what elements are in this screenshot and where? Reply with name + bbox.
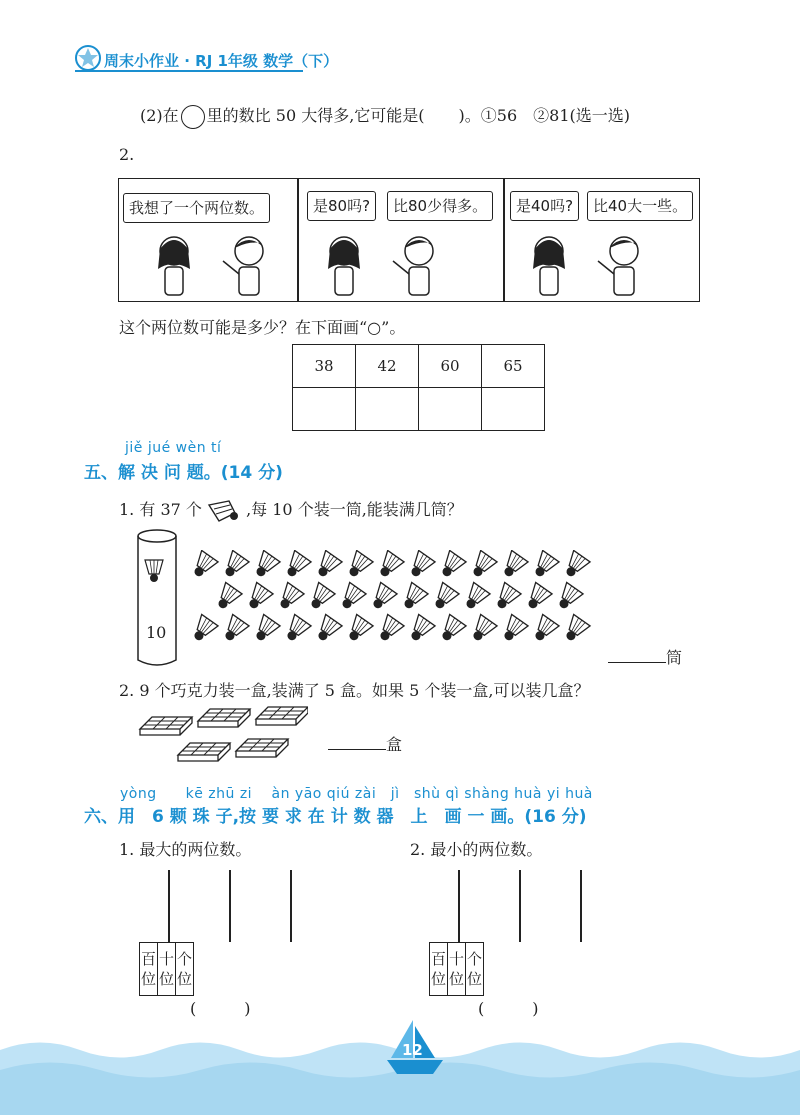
- section-6-title: 六、用 6 颗 珠 子,按 要 求 在 计 数 器 上 画 一 画。(16 分): [84, 807, 587, 827]
- abacus-2-question: 2. 最小的两位数。: [410, 840, 543, 859]
- answer-2: [328, 732, 402, 755]
- shuttlecock-icon: [560, 550, 590, 581]
- shuttlecock-icon: [243, 582, 273, 613]
- abacus-1-answer[interactable]: ( ): [190, 999, 251, 1018]
- shuttlecock-icon: [219, 550, 249, 581]
- circle-icon: [181, 105, 205, 129]
- section-6-pinyin: yòng kē zhū zi àn yāo qiú zài jì shù qì shàng huà yi huà: [120, 786, 593, 802]
- shuttlecock-icon: [188, 550, 218, 581]
- speech-bubble-5: 比40大一些。: [587, 191, 693, 221]
- chocolate-boxes: [138, 705, 308, 775]
- shuttlecock-icon: [436, 550, 466, 581]
- chocolate-box-icon: [256, 707, 308, 725]
- shuttlecock-icon: [467, 614, 497, 645]
- shuttlecock-icon: [498, 550, 528, 581]
- chocolate-box-icon: [178, 743, 230, 761]
- section-5-pinyin: jiě jué wèn tí: [125, 440, 222, 456]
- shuttlecock-icon: [281, 614, 311, 645]
- question-2-number: 2.: [119, 145, 135, 164]
- tube-label: 10: [146, 623, 167, 642]
- panel-divider: [503, 179, 505, 301]
- abacus-rod[interactable]: [580, 870, 582, 942]
- problem-1-suffix: ,每 10 个装一筒,能装满几筒？: [246, 500, 463, 519]
- shuttlecock-icon: [212, 582, 242, 613]
- children-illustration: [319, 229, 459, 299]
- question-2-prompt: 这个两位数可能是多少？在下面画“○”。: [119, 318, 406, 337]
- answer-1-unit: 筒: [666, 648, 683, 667]
- chocolate-box-icon: [140, 717, 192, 735]
- abacus-base: [139, 942, 194, 996]
- mark-cell[interactable]: [356, 388, 419, 431]
- header-title: 周末小作业 · RJ 1年级 数学（下）: [104, 52, 339, 70]
- shuttlecock-icon: [250, 614, 280, 645]
- place-hundreds: 百 位: [140, 943, 158, 996]
- mark-cell[interactable]: [293, 388, 356, 431]
- shuttlecock-icon: [429, 582, 459, 613]
- speech-bubble-1: 我想了一个两位数。: [123, 193, 270, 223]
- shuttlecock-icon: [560, 614, 590, 645]
- children-illustration: [149, 229, 289, 299]
- header-underline: [75, 70, 303, 72]
- abacus-2-answer[interactable]: ( ): [478, 999, 539, 1018]
- speech-bubble-4: 是40吗?: [510, 191, 579, 221]
- option-cell: 65: [482, 345, 545, 388]
- shuttlecock-icon: [460, 582, 490, 613]
- question-select-middle: 里的数比 50 大得多,它可能是(: [206, 106, 425, 125]
- speech-bubble-2: 是80吗?: [307, 191, 376, 221]
- option-cell: 42: [356, 345, 419, 388]
- shuttlecock-icon: [529, 614, 559, 645]
- comic-strip: [118, 178, 700, 302]
- shuttlecock-icon: [188, 614, 218, 645]
- shuttlecock-icon: [374, 550, 404, 581]
- shuttlecock-icon: [398, 582, 428, 613]
- shuttlecock-icon: [405, 614, 435, 645]
- answer-2-unit: 盒: [386, 735, 403, 754]
- boy-icon: [393, 237, 433, 295]
- shuttlecock-icon: [529, 550, 559, 581]
- abacus-rod[interactable]: [519, 870, 521, 942]
- shuttlecock-icon: [312, 550, 342, 581]
- chocolate-box-icon: [198, 709, 250, 727]
- table-row: [293, 388, 545, 431]
- abacus-rod[interactable]: [458, 870, 460, 942]
- shuttlecock-icon: [491, 582, 521, 613]
- answer-2-blank[interactable]: [328, 749, 386, 750]
- children-illustration: [524, 229, 664, 299]
- chocolate-box-icon: [236, 739, 288, 757]
- shuttlecock-icon: [405, 550, 435, 581]
- boy-icon: [223, 237, 263, 295]
- shuttlecock-icon: [343, 550, 373, 581]
- place-tens: 十 位: [448, 943, 466, 996]
- shuttlecock-icon: [145, 560, 163, 582]
- tube-icon: [135, 528, 179, 670]
- shuttlecock-icon: [522, 582, 552, 613]
- page-number: 12: [402, 1041, 423, 1059]
- shuttlecock-icon: [305, 582, 335, 613]
- problem-1-prefix: 1. 有 37 个: [119, 500, 202, 519]
- place-tens: 十 位: [158, 943, 176, 996]
- panel-divider: [297, 179, 299, 301]
- shuttlecock-icon: [312, 614, 342, 645]
- shuttlecock-icon: [207, 499, 241, 523]
- speech-bubble-3: 比80少得多。: [387, 191, 493, 221]
- girl-icon: [533, 237, 565, 295]
- answer-1-blank[interactable]: [608, 662, 666, 663]
- boy-icon: [598, 237, 638, 295]
- abacus-rod[interactable]: [229, 870, 231, 942]
- shuttlecock-icon: [498, 614, 528, 645]
- girl-icon: [328, 237, 360, 295]
- shuttlecock-icon: [367, 582, 397, 613]
- shuttlecock-icon: [374, 614, 404, 645]
- abacus-base: [429, 942, 484, 996]
- mark-cell[interactable]: [419, 388, 482, 431]
- shuttlecock-icon: [343, 614, 373, 645]
- place-hundreds: 百 位: [430, 943, 448, 996]
- section-5-title: 五、解 决 问 题。(14 分): [84, 463, 283, 483]
- shuttlecock-icon: [553, 582, 583, 613]
- shuttlecock-icon: [281, 550, 311, 581]
- shuttlecock-icon: [250, 550, 280, 581]
- place-ones: 个 位: [176, 943, 194, 996]
- mark-cell[interactable]: [482, 388, 545, 431]
- place-ones: 个 位: [466, 943, 484, 996]
- problem-2: 2. 9 个巧克力装一盒,装满了 5 盒。如果 5 个装一盒,可以装几盒？: [119, 681, 590, 700]
- question-select: [140, 103, 630, 129]
- shuttlecock-icon: [467, 550, 497, 581]
- table-row: [293, 345, 545, 388]
- answer-1: [608, 645, 682, 668]
- abacus-rod[interactable]: [168, 870, 170, 942]
- shuttlecock-grid: [185, 550, 595, 650]
- logo-icon: [74, 44, 102, 72]
- question-select-suffix: )。①56 ②81(选一选): [458, 106, 630, 125]
- shuttlecock-icon: [274, 582, 304, 613]
- girl-icon: [158, 237, 190, 295]
- question-select-prefix: (2)在: [140, 106, 179, 125]
- abacus-rod[interactable]: [290, 870, 292, 942]
- shuttlecock-icon: [336, 582, 366, 613]
- options-table: [292, 344, 545, 431]
- shuttlecock-icon: [436, 614, 466, 645]
- shuttlecock-icon: [219, 614, 249, 645]
- option-cell: 60: [419, 345, 482, 388]
- abacus-1-question: 1. 最大的两位数。: [119, 840, 252, 859]
- option-cell: 38: [293, 345, 356, 388]
- problem-1: [119, 497, 463, 523]
